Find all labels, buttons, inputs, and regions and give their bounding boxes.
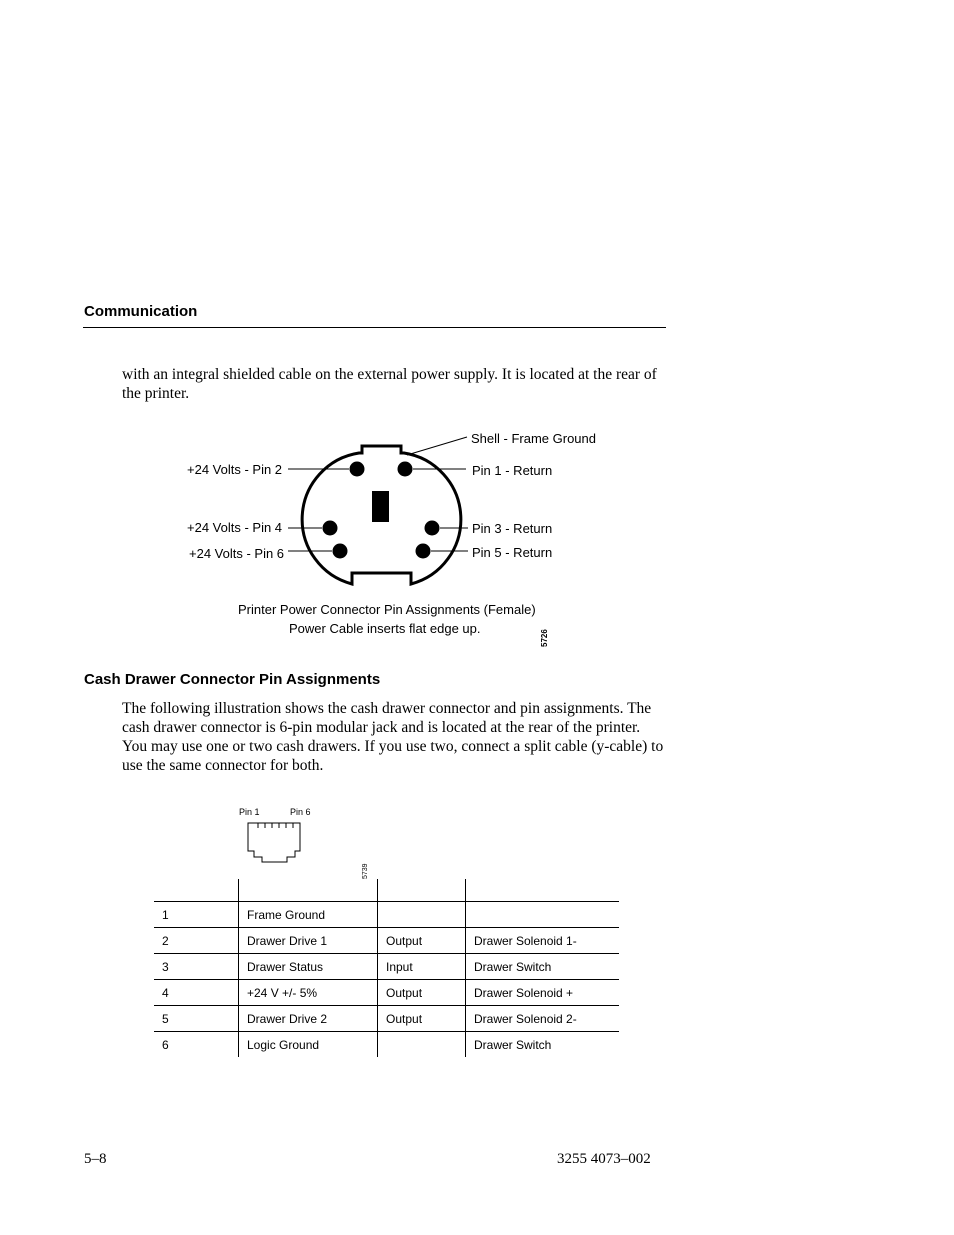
pin-2-dot [350,462,365,477]
pin-number-cell: 4 [154,980,239,1006]
header-rule [83,327,666,328]
table-header-cell [378,879,466,902]
table-header-cell [239,879,378,902]
page-header-title: Communication [84,303,198,320]
table-header-row [154,879,619,902]
intro-paragraph: with an integral shielded cable on the external power supply. It is located at the rear of the printer. [122,366,657,402]
signal-cell: +24 V +/- 5% [239,980,378,1006]
label-pin-6: +24 Volts - Pin 6 [189,546,285,561]
power-diagram-figure-code: 5726 [540,629,549,647]
jack-outline [248,823,300,862]
signal-cell: Logic Ground [239,1032,378,1058]
jack-figure-code: 5739 [362,863,369,879]
cash-drawer-pin-table [154,879,619,1057]
label-pin-1: Pin 1 - Return [472,463,553,478]
pin-number-cell: 2 [154,928,239,954]
label-pin-3: Pin 3 - Return [472,521,553,536]
power-diagram-caption-line2: Power Cable inserts flat edge up. [289,621,481,636]
pin-number-cell: 1 [154,902,239,928]
direction-cell: Output [378,980,466,1006]
label-shell-frame-ground: Shell - Frame Ground [471,431,596,446]
function-cell: Drawer Solenoid 2- [466,1006,620,1032]
cash-drawer-section-title: Cash Drawer Connector Pin Assignments [84,671,381,688]
connector-outline [302,446,461,584]
function-cell: Drawer Solenoid + [466,980,620,1006]
pin-4-dot [323,521,338,536]
table-row [154,954,619,980]
direction-cell: Output [378,928,466,954]
table-header-cell [466,879,620,902]
table-row [154,980,619,1006]
cash-drawer-paragraph: The following illustration shows the cash drawer connector and pin assignments. The cash drawer connector is 6-pin modular jack and is located at the rear of the printer. You may use one or two cash drawers. If you use two, connect a split cable (y-cable) to use the same connector for both. [122,700,664,774]
table-row [154,1006,619,1032]
function-cell: Drawer Switch [466,954,620,980]
table-row [154,902,619,928]
connector-key [372,491,389,522]
shell-leader [407,437,467,455]
signal-cell: Drawer Drive 2 [239,1006,378,1032]
label-pin-5: Pin 5 - Return [472,545,553,560]
footer-doc-number: 3255 4073–002 [557,1151,651,1167]
signal-cell: Frame Ground [239,902,378,928]
footer-page-number: 5–8 [84,1151,107,1167]
jack-label-pin-1: Pin 1 [239,807,260,817]
jack-label-pin-6: Pin 6 [290,807,311,817]
function-cell: Drawer Solenoid 1- [466,928,620,954]
pin-1-dot [398,462,413,477]
direction-cell: Output [378,1006,466,1032]
pin-6-dot [333,544,348,559]
table-row [154,928,619,954]
pin-number-cell: 5 [154,1006,239,1032]
jack-contacts [258,823,293,828]
pin-5-dot [416,544,431,559]
function-cell: Drawer Switch [466,1032,620,1058]
direction-cell [378,902,466,928]
signal-cell: Drawer Status [239,954,378,980]
pin-3-dot [425,521,440,536]
table-header-cell [154,879,239,902]
modular-jack-icon [240,818,310,874]
table-row [154,1032,619,1058]
pin-number-cell: 3 [154,954,239,980]
label-pin-2: +24 Volts - Pin 2 [187,462,283,477]
pin-number-cell: 6 [154,1032,239,1058]
signal-cell: Drawer Drive 1 [239,928,378,954]
direction-cell [378,1032,466,1058]
direction-cell: Input [378,954,466,980]
power-diagram-caption-line1: Printer Power Connector Pin Assignments (Female) [238,602,536,617]
label-pin-4: +24 Volts - Pin 4 [187,520,283,535]
function-cell [466,902,620,928]
